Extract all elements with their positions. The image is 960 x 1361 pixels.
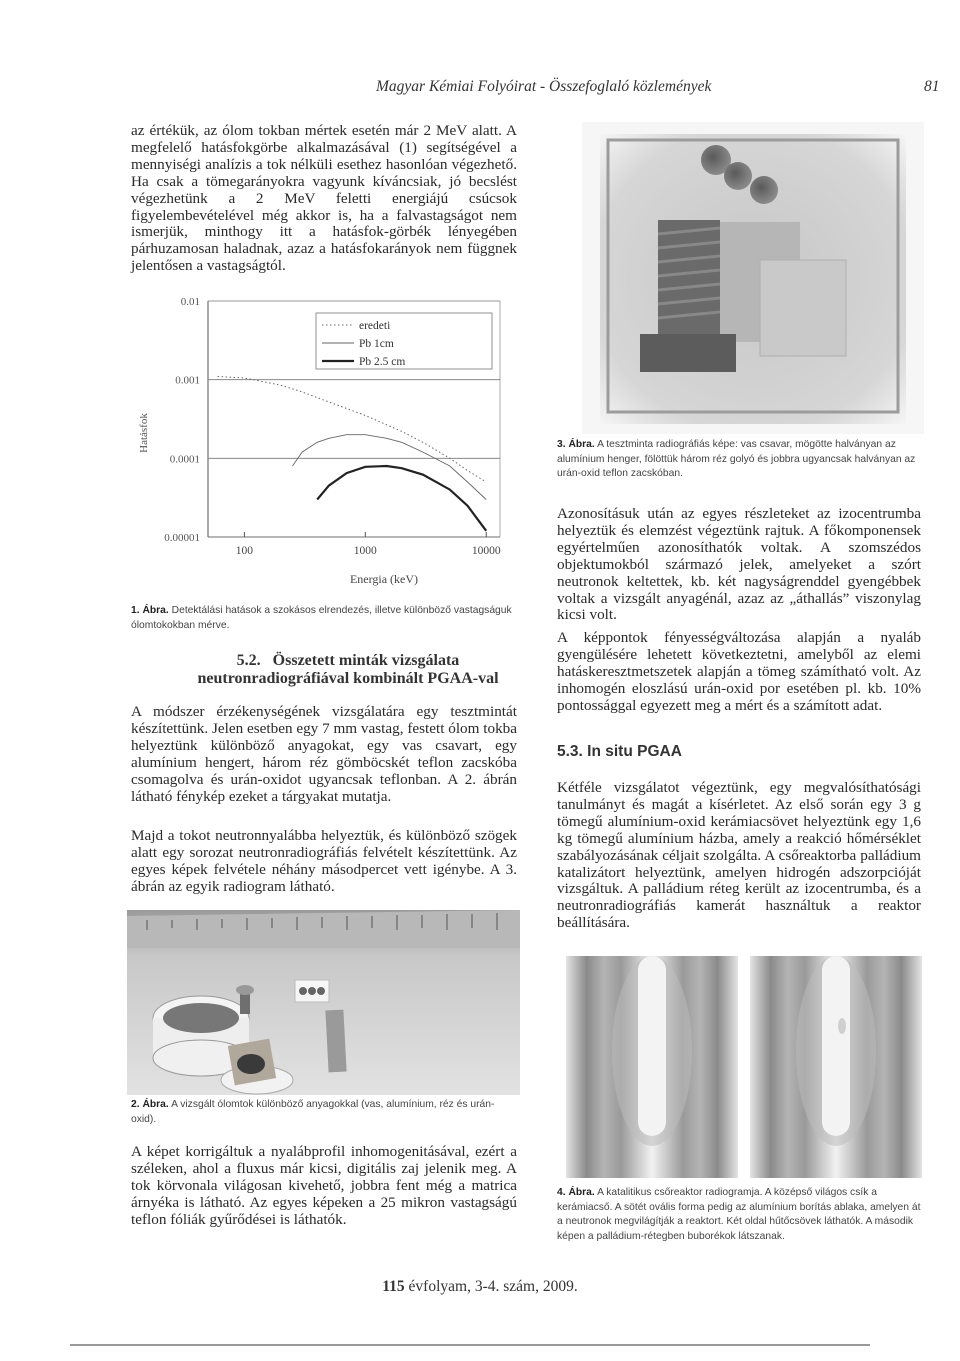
figure-4-radiograms <box>566 956 922 1178</box>
section-title-line-2: neutronradiográfiával kombinált PGAA-val <box>197 670 499 687</box>
chart-legend <box>316 313 492 369</box>
section-title-line-1: Összetett minták vizsgálata <box>272 652 460 669</box>
right-paragraph-3: Kétféle vizsgálatot végeztünk, egy megvalósíthatósági tanulmányt és magát a kísérletet. Az első során egy 3 g tömegű alumínium-oxid kerámiacsövet helyeztünk egy 1,6 kg tömegű alumínium házba, amely a reakció hőmérséklet szabályozásának céljait szolgálta. A csőreaktorba palládium katalizátort helyeztünk, amelyen hidrogén adszorpcióját vizsgáltuk. A palládium réteg került az izocentrumba, és a neutronradiográfiás kamerát használtuk a reaktor beállítására. <box>557 779 921 932</box>
left-paragraph-3: Majd a tokot neutronnyalábba helyeztük, és különböző szögek alatt egy sorozat neutronradiográfiás felvételt készítettünk. Az egyes képek felvétele néhány másodpercet vett igénybe. A 3. ábrán az egyik radiogram látható. <box>131 827 517 895</box>
bottom-rule <box>70 1344 870 1346</box>
left-paragraph-2: A módszer érzékenységének vizsgálatára egy tesztmintát készítettünk. Jelen esetben egy 7 mm vastag, festett ólom tokba helyeztünk különböző anyagokat, egy vas csavart, egy alumínium hengert, három réz gömböcskét teflon zacskóba csomagolva és urán-oxidot ugyancsak teflonban. A 2. ábrán látható fénykép ezeket a tárgyakat mutatja. <box>131 703 517 805</box>
volume-number: 115 <box>382 1278 405 1295</box>
figure-3-radiograph <box>582 122 924 434</box>
left-paragraph-4: A képet korrigáltuk a nyalábprofil inhomogenitásával, ezért a széleken, ahol a fluxus már kicsi, digitális zaj jelenik meg. A tok körvonala világosan kivehető, jobbra fent még a matrica árnyéka is látható. Az egyes képeken a 25 mikron vastagságú teflon fóliák gyűrődései is láthatók. <box>131 1143 517 1228</box>
figure-1-label: 1. Ábra. <box>131 605 169 616</box>
legend-label: Pb 2.5 cm <box>359 356 406 368</box>
section-number: 5.2. <box>236 652 261 669</box>
efficiency-chart <box>130 293 530 598</box>
figure-2-text: A vizsgált ólomtok különböző anyagokkal (vas, alumínium, réz és urán-oxid). <box>131 1099 495 1125</box>
chart-series <box>218 376 487 530</box>
x-tick-label: 1000 <box>353 545 377 557</box>
section-5-2-heading <box>168 652 528 688</box>
legend-label: Pb 1cm <box>359 338 394 350</box>
figure-4-text: A katalitikus csőreaktor radiogramja. A középső világos csík a kerámiacső. A sötét ovális forma pedig az alumínium borítás ablaka, amelyen át a neutronok megvilágítják a reaktort. Két oldal hűtőcsövek láthatók. A második képen a palládium-rétegben buborékok látszanak. <box>557 1187 921 1242</box>
y-tick-label: 0.0001 <box>169 453 200 466</box>
section-5-3-heading: 5.3. In situ PGAA <box>557 743 682 760</box>
figure-1-caption <box>131 604 517 633</box>
y-tick-label: 0.00001 <box>164 532 200 544</box>
journal-title: Magyar Kémiai Folyóirat - Összefoglaló közlemények <box>376 78 712 95</box>
y-tick-label: 0.01 <box>180 296 200 308</box>
left-paragraph-1: az értékük, az ólom tokban mértek esetén már 2 MeV alatt. A megfelelő hatásfokgörbe alkalmazásával (1) segítségével a mennyiségi analízis a tok nélküli esethez hasonlóan végezhető. Ha csak a tömegarányokra vagyunk kíváncsiak, jó becslést végezhetünk a 2 MeV feletti energiájú csúcsok figyelembevételével még akkor is, ha a falvastagságot nem ismerjük, minthogy itt a hatásfok-görbék lényegében párhuzamosan haladnak, azaz a hatásfokarányok nem függnek jelentősen a vastagságtól. <box>131 122 517 275</box>
figure-1-text: Detektálási hatások a szokásos elrendezés, illetve különböző vastagságuk ólomtokokban mérve. <box>131 605 512 631</box>
figure-4-caption <box>557 1186 927 1244</box>
figure-3-caption <box>557 438 927 482</box>
x-tick-label: 100 <box>235 545 254 557</box>
right-paragraph-2: A képpontok fényességváltozása alapján a nyaláb gyengülésére lehetett következtetni, amelyből az elemi hatáskeresztmetszetek alapján a tömeg számítható volt. Az inhomogén eloszlású urán-oxid por esetében pl. kb. 10% pontossággal egyezett meg a mért és a számított adat. <box>557 629 921 714</box>
page-number: 81 <box>924 78 940 95</box>
figure-2-caption <box>131 1098 511 1127</box>
figure-2-label: 2. Ábra. <box>131 1099 169 1110</box>
figure-2-photo <box>127 910 520 1095</box>
right-paragraph-1: Azonosításuk után az egyes részleteket az izocentrumba helyeztük és elemzést végeztünk rajtuk. A főkomponensek egyértelműen azonosíthatók voltak. A szomszédos objektumokból származó jelek, amelyeket a szórt neutronok keltettek, kb. két nagyságrenddel gyengébbek voltak a vizsgált anyagénál, azaz az „áthallás” viszonylag kicsi volt. <box>557 505 921 624</box>
running-header <box>0 78 960 102</box>
series-line-1 <box>218 376 487 482</box>
volume-text: évfolyam, 3-4. szám, 2009. <box>408 1278 578 1295</box>
y-axis-label: Hatásfok <box>138 413 150 453</box>
y-tick-label: 0.001 <box>175 374 200 387</box>
figure-3-label: 3. Ábra. <box>557 439 595 450</box>
page-footer <box>0 1278 960 1296</box>
figure-1-chart <box>130 293 530 598</box>
figure-3-text: A tesztminta radiográfiás képe: vas csavar, mögötte halványan az alumínium henger, fölöttük három réz golyó és jobbra ugyancsak halványan az urán-oxid teflon zacskóban. <box>557 439 916 479</box>
x-axis-label: Energia (keV) <box>349 572 419 586</box>
x-tick-label: 10000 <box>471 545 501 557</box>
figure-4-label: 4. Ábra. <box>557 1187 595 1198</box>
legend-label: eredeti <box>359 320 391 332</box>
